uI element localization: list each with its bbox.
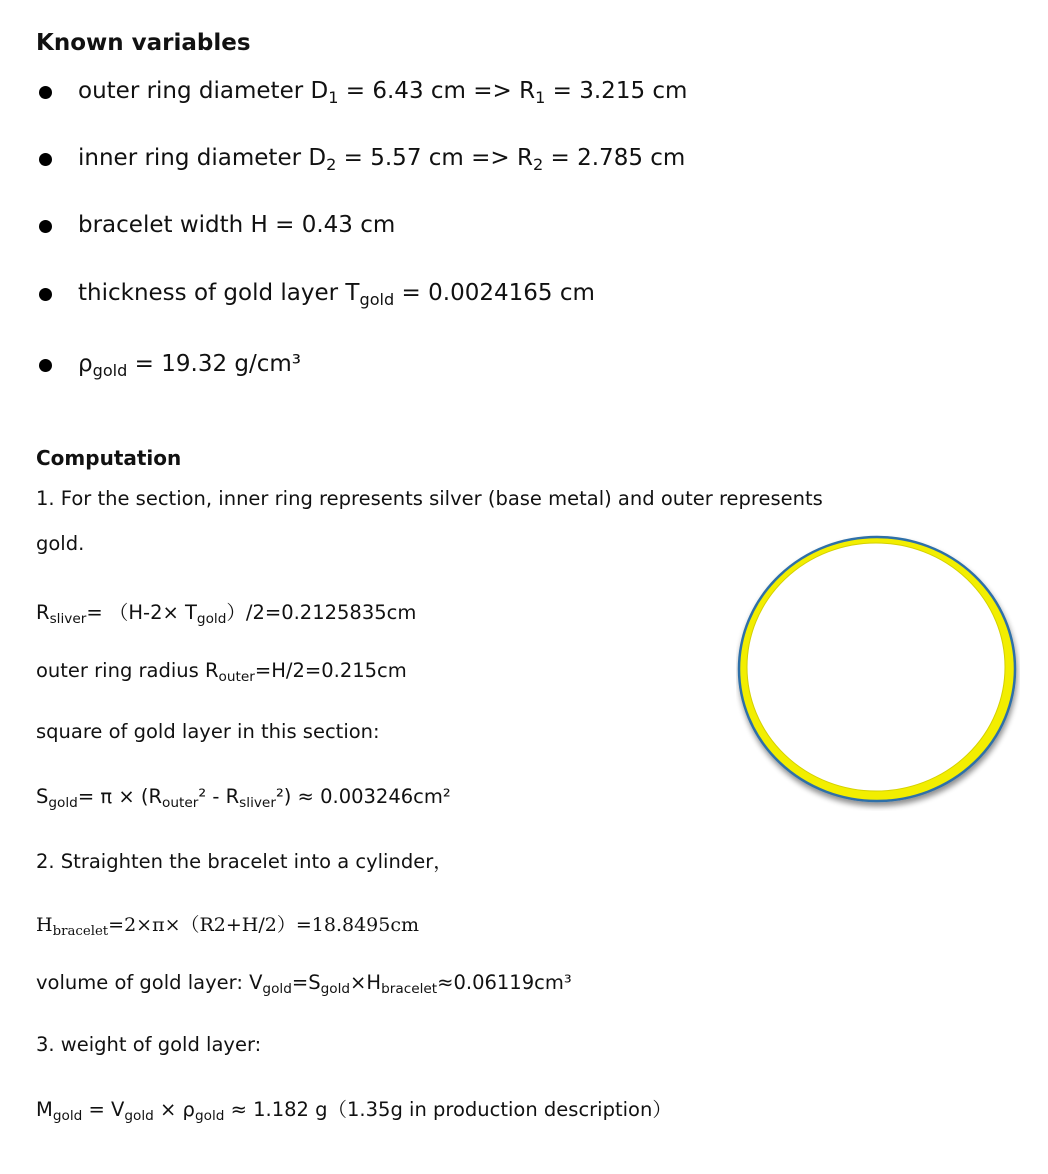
mass-formula: $M_{gold} = V_{gold} \times \rho_{gold} \approx 1.182$ g（1.35g in production description） bbox=[36, 1098, 672, 1125]
bullet-text: bracelet width H = 0.43 cm bbox=[78, 212, 396, 238]
square-label: square of gold layer in this section: bbox=[36, 720, 380, 743]
step-2-text: 2. Straighten the bracelet into a cylinder， bbox=[36, 850, 453, 873]
bullet-dot bbox=[39, 220, 52, 233]
bullet-dot bbox=[39, 153, 52, 166]
silver-core bbox=[747, 543, 1005, 791]
bullet-text: outer ring diameter $D_1 = 6.43$ cm => $R_1 = 3.215$ cm bbox=[78, 78, 688, 107]
bullet-text: $\rho_{gold} = 19.32$ g/cm³ bbox=[78, 351, 302, 380]
h-bracelet-formula: $H_{bracelet}=2\times\pi\times(R2+H/2)=18.8495cm$ bbox=[36, 914, 420, 939]
bullet-dot bbox=[39, 86, 52, 99]
volume-formula: volume of gold layer: $V_{gold}=S_{gold}\times H_{bracelet}\approx 0.06119cm^3$ bbox=[36, 971, 572, 998]
bullet-dot bbox=[39, 288, 52, 301]
r-sliver-formula: $R_{sliver}= (H-2\times T_{gold})/2=0.2125835cm$ bbox=[36, 601, 417, 628]
r-outer-formula: outer ring radius $R_{outer}=H/2=0.215cm$ bbox=[36, 659, 407, 686]
bullet-dot bbox=[39, 359, 52, 372]
bullet-text: thickness of gold layer $T_{gold} = 0.0024165$ cm bbox=[78, 280, 595, 309]
computation-heading: Computation bbox=[36, 446, 182, 470]
step-3-text: 3. weight of gold layer: bbox=[36, 1033, 262, 1056]
bullet-text: inner ring diameter $D_2 = 5.57$ cm => $R_2 = 2.785$ cm bbox=[78, 145, 686, 174]
s-gold-formula: $S_{gold}= \pi \times (R_{outer}^2 - R_{sliver}^2) \approx 0.003246cm^2$ bbox=[36, 785, 451, 812]
step-1-text-continued: gold. bbox=[36, 532, 85, 555]
known-variables-heading: Known variables bbox=[36, 30, 251, 56]
gold-ring-cross-section bbox=[736, 535, 1020, 811]
step-1-text: 1. For the section, inner ring represents silver (base metal) and outer represents bbox=[36, 487, 823, 510]
